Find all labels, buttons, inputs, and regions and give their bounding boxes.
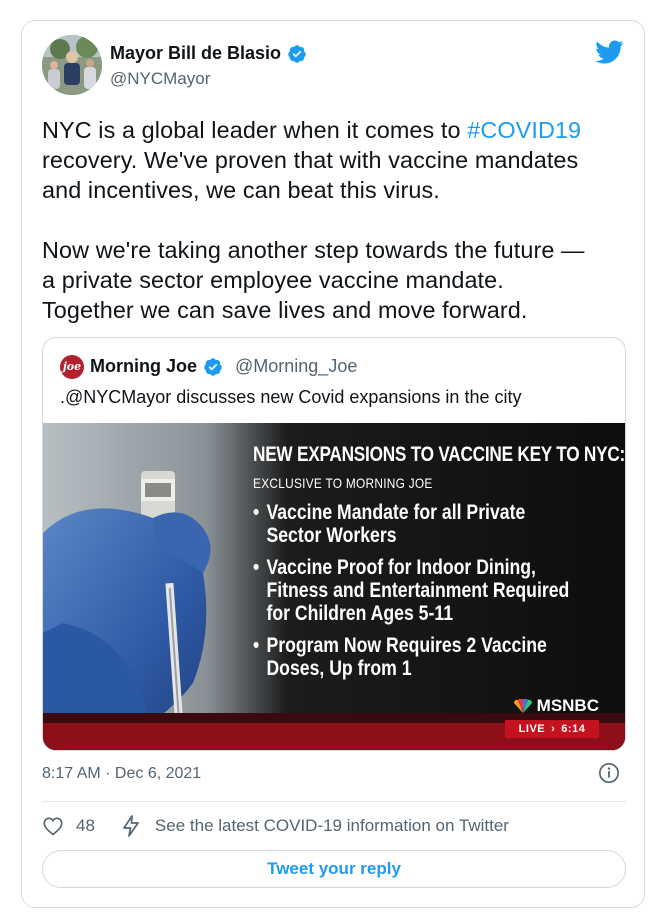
tweet-text-segment: NYC is a global leader when it comes to <box>42 117 468 143</box>
media-bullet <box>253 556 570 625</box>
media-caption <box>253 443 625 689</box>
tweet-timestamp[interactable]: 8:17 AM · Dec 6, 2021 <box>42 765 202 782</box>
tweet-actions <box>42 813 509 839</box>
media-bullet <box>253 501 555 547</box>
tweet-line: Together we can save lives and move forward. <box>42 297 528 323</box>
hashtag-link[interactable]: #COVID19 <box>467 117 582 143</box>
author-avatar[interactable] <box>42 35 102 95</box>
quoted-author[interactable] <box>90 356 357 377</box>
quoted-tweet[interactable] <box>42 337 626 751</box>
msnbc-logo <box>512 696 599 716</box>
like-button[interactable] <box>42 815 95 837</box>
morning-joe-avatar[interactable]: joe <box>60 355 84 379</box>
verified-badge-icon <box>203 357 223 377</box>
quoted-author-name: Morning Joe <box>90 356 197 376</box>
covid-info-text: See the latest COVID-19 information on Twitter <box>154 816 509 835</box>
author-name[interactable] <box>110 43 307 64</box>
live-time: 6:14 <box>561 723 586 735</box>
tweet-line <box>42 115 632 145</box>
tweet-line: recovery. We've proven that with vaccine mandates <box>42 147 579 173</box>
twitter-bird-icon[interactable] <box>594 39 624 65</box>
media-bullet-line: Fitness and Entertainment Required <box>266 579 570 602</box>
media-bullet-line: Sector Workers <box>266 524 397 547</box>
live-indicator <box>505 720 599 738</box>
quoted-tweet-text: .@NYCMayor discusses new Covid expansions in the city <box>60 387 522 407</box>
author-handle[interactable]: @NYCMayor <box>110 69 211 88</box>
peacock-icon <box>512 699 534 713</box>
tweet-card <box>21 20 645 908</box>
network-name: MSNBC <box>536 696 599 715</box>
tweet-body <box>42 115 632 325</box>
media-bullet-list <box>253 501 613 680</box>
tweet-line: Now we're taking another step towards the future — <box>42 237 585 263</box>
info-icon[interactable] <box>598 762 620 784</box>
quoted-media-image[interactable] <box>43 423 625 750</box>
media-headline: NEW EXPANSIONS TO VACCINE KEY TO NYC: <box>253 443 625 466</box>
like-count: 48 <box>76 816 95 835</box>
media-bullet-line: • Vaccine Proof for Indoor Dining, <box>266 556 536 579</box>
heart-icon <box>42 815 64 837</box>
tweet-reply-button[interactable]: Tweet your reply <box>42 850 626 888</box>
media-bullet-line: for Children Ages 5-11 <box>266 602 454 625</box>
media-bullet-line: • Vaccine Mandate for all Private <box>266 501 526 524</box>
media-bullet-line: Doses, Up from 1 <box>266 657 412 680</box>
live-arrow-icon: › <box>551 723 556 735</box>
tweet-line: a private sector employee vaccine mandate. <box>42 267 504 293</box>
avatar-photo <box>42 35 102 95</box>
live-label: LIVE <box>518 723 546 735</box>
media-bullet-line: • Program Now Requires 2 Vaccine <box>266 634 547 657</box>
tweet-line: and incentives, we can beat this virus. <box>42 177 440 203</box>
media-subheadline: EXCLUSIVE TO MORNING JOE <box>253 475 433 491</box>
lightning-icon <box>121 814 141 838</box>
verified-badge-icon <box>287 44 307 64</box>
author-name-text: Mayor Bill de Blasio <box>110 43 282 63</box>
covid-info-link[interactable] <box>121 814 509 838</box>
quoted-author-handle: @Morning_Joe <box>235 356 358 376</box>
divider <box>42 801 626 802</box>
media-bullet <box>253 634 555 680</box>
